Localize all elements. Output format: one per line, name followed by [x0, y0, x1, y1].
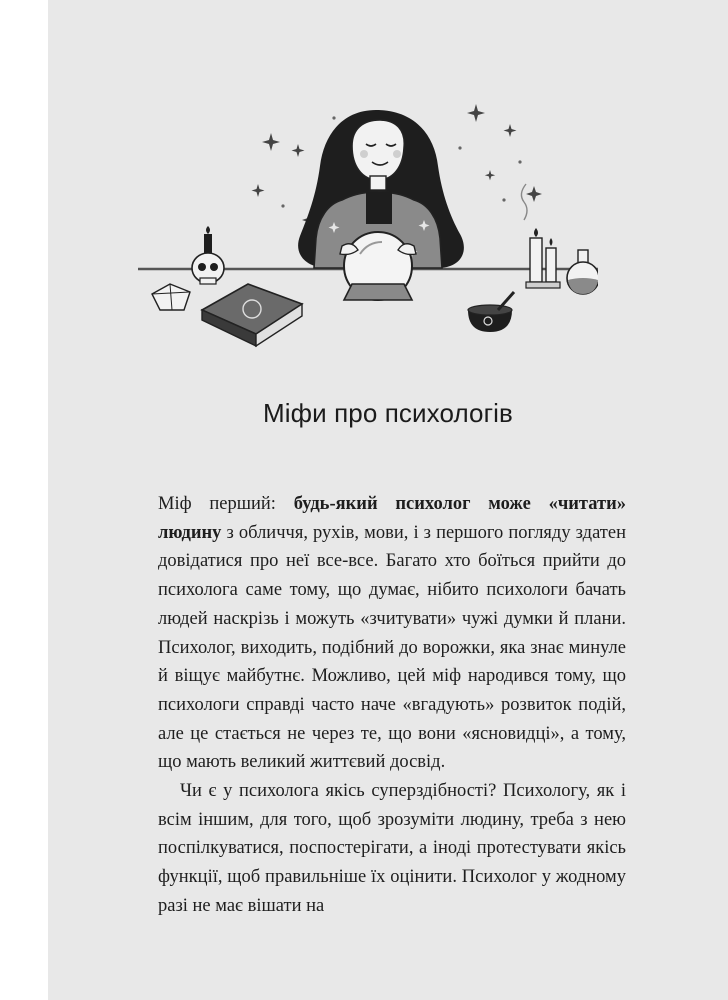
potion-flask [567, 250, 598, 294]
paragraph-1-text: з обличчя, рухів, мови, і з першого погляду здатен довідатися про неї все-все. Багато хто боїться прийти до психолога саме тому, що думає, нібито психологи бачать людей наскрізь і можуть «зчитувати» чужі думки й плани. Психолог, виходить, подібний до ворожки, яка знає минуле й віщує майбутнє. Можливо, цей міф народився тому, що психологи справді часто наче «вгадують» розвиток подій, але це стається не через те, що вони «ясновидці», а тому, що мають великий життєвий досвід. [158, 522, 626, 773]
candles [521, 184, 560, 288]
face [352, 120, 404, 180]
skull-candle [192, 226, 224, 284]
myth-lead: Міф перший: [158, 494, 294, 514]
myth-highlight: будь-який психолог може «читати» людину [158, 494, 627, 543]
chapter-title: Міфи про психологів [263, 398, 513, 428]
paragraph-2: Чи є у психолога якісь суперздібності? Психологу, як і всім іншим, для того, щоб зрозуміти людину, треба з нею поспілкуватися, поспостерігати, а іноді протестувати якісь функції, щоб правильніше їх оцінити. Психолог у жодному разі не має вішати на [158, 781, 626, 916]
fortune-teller-illustration [138, 88, 598, 356]
paragraph-1 [158, 490, 626, 777]
body-text [158, 490, 626, 921]
mortar-bowl [468, 292, 514, 332]
spell-book [202, 284, 302, 346]
book-page [48, 0, 728, 1000]
